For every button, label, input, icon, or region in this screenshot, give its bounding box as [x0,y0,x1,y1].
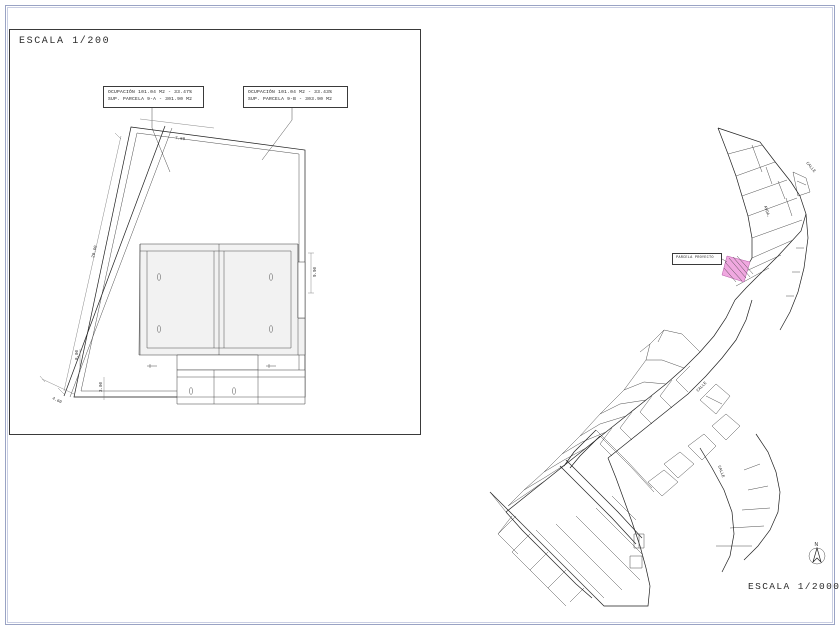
street-label-1: CALLE [804,161,816,174]
scale-label-location: ESCALA 1/2000 [748,581,840,592]
note-9b-line2: SUP. PARCELA 9-B - 303.90 M2 [248,96,333,102]
street-label-2: AVDA. [762,205,770,219]
compass-north-label: N [814,542,819,548]
compass-rose [809,542,825,564]
note-9a-line1: OCUPACIÓN 101.04 M2 - 33.47% [108,90,193,95]
street-label-4: CALLE [716,465,725,479]
note-9b-line1: OCUPACIÓN 101.04 M2 - 33.43% [248,90,333,95]
dim-plot-right: 9.90 [314,266,318,277]
note-9a-line2: SUP. PARCELA 9-A - 301.90 M2 [108,96,193,102]
dim-offset-a: 3.00 [100,381,104,392]
site-marker-label: PARCELA PROYECTO [676,256,714,260]
dim-offset-b: 4.60 [51,397,62,406]
dim-plot-top: 7.60 [174,137,186,143]
street-label-3: CALLE [696,381,709,394]
dim-setback: 8.00 [76,349,80,360]
scale-label-plot: ESCALA 1/200 [19,36,111,47]
dim-plot-left: 20.60 [92,245,99,259]
